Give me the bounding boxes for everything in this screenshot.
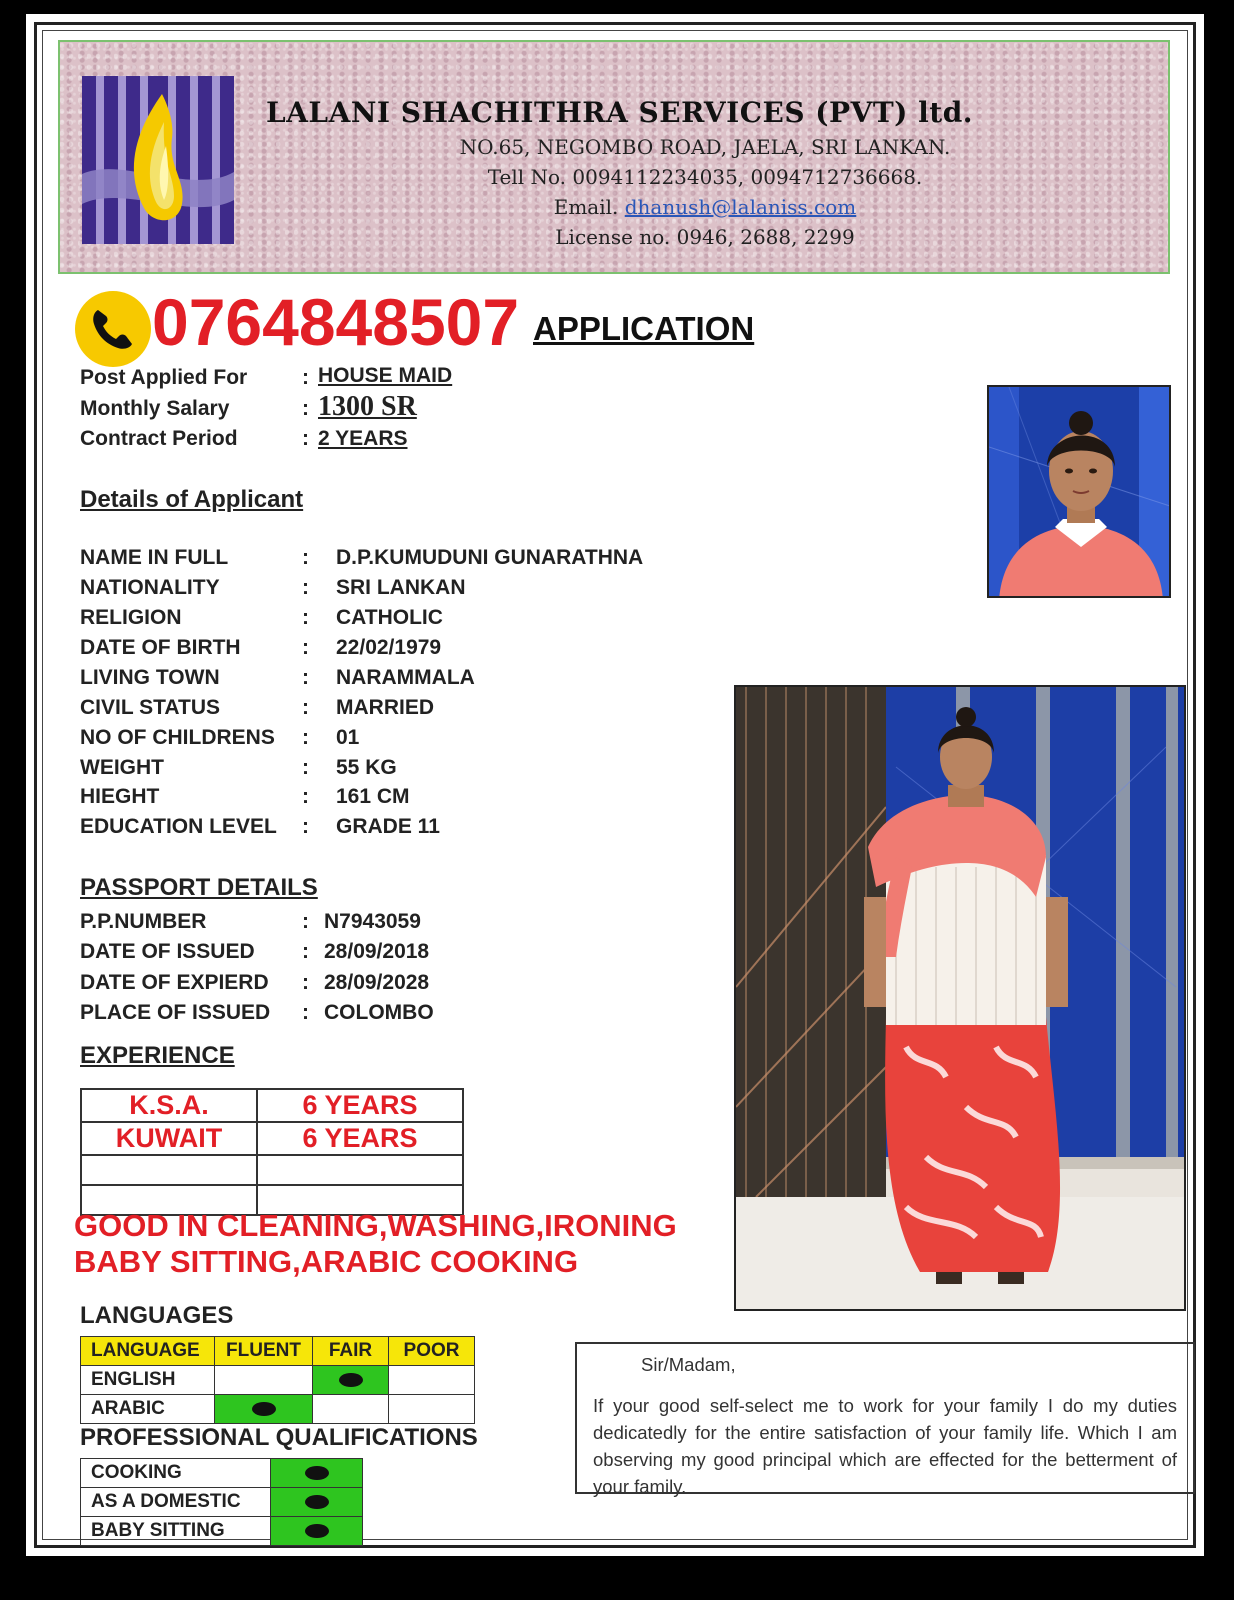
- table-row: [81, 1155, 463, 1185]
- table-row: [81, 1395, 475, 1424]
- contract-period-value: 2 YEARS: [318, 427, 408, 450]
- detail-value: 22/02/1979: [336, 636, 442, 659]
- language-name: ARABIC: [81, 1395, 215, 1424]
- company-license: License no. 0946, 2688, 2299: [555, 225, 855, 249]
- post-applied-label: Post Applied For: [80, 366, 248, 389]
- colon: :: [302, 785, 309, 808]
- passport-value: COLOMBO: [324, 1001, 434, 1024]
- table-row: [81, 1517, 363, 1546]
- colon: :: [302, 756, 309, 779]
- passport-heading: PASSPORT DETAILS: [80, 874, 318, 901]
- marked-dot-icon: [252, 1402, 276, 1416]
- detail-value: CATHOLIC: [336, 606, 443, 629]
- applicant-portrait-photo: [987, 385, 1171, 598]
- qualification-marked: [271, 1517, 363, 1546]
- experience-years: 6 YEARS: [257, 1122, 463, 1155]
- passport-label: DATE OF EXPIERD: [80, 971, 269, 994]
- column-header: POOR: [389, 1337, 475, 1366]
- table-header-row: [81, 1337, 475, 1366]
- colon: :: [302, 427, 309, 450]
- colon: :: [302, 666, 309, 689]
- detail-label: NAME IN FULL: [80, 546, 229, 569]
- detail-row-nationality: [80, 576, 720, 606]
- colon: :: [302, 606, 309, 629]
- detail-label: HIEGHT: [80, 785, 160, 808]
- passport-row-issued: [80, 940, 720, 970]
- empty-cell: [257, 1155, 463, 1185]
- passport-value: N7943059: [324, 910, 421, 933]
- detail-value: SRI LANKAN: [336, 576, 466, 599]
- colon: :: [302, 366, 309, 389]
- language-table: [80, 1336, 475, 1424]
- letter-body: If your good self-select me to work for your family I do my duties dedicatedly for the entire satisfaction of your family life. Which I am observing my good principal which are effected for the betterment of your family.: [593, 1395, 1177, 1497]
- company-telephone: Tell No. 0094112234035, 0094712736668.: [487, 165, 923, 189]
- detail-label: CIVIL STATUS: [80, 696, 221, 719]
- email-link[interactable]: dhanush@lalaniss.com: [624, 195, 857, 219]
- detail-row-children: [80, 726, 720, 756]
- email-label: Email.: [553, 195, 619, 219]
- phone-number[interactable]: 0764848507: [152, 285, 520, 359]
- table-row: [81, 1089, 463, 1122]
- application-sheet: [26, 14, 1204, 1556]
- applicant-full-photo: [734, 685, 1186, 1311]
- contract-period-label: Contract Period: [80, 427, 238, 450]
- marked-dot-icon: [305, 1524, 329, 1538]
- detail-row-religion: [80, 606, 720, 636]
- company-logo-icon: [82, 76, 234, 244]
- fluent-cell-marked: [215, 1395, 313, 1424]
- fair-cell: [313, 1395, 389, 1424]
- full-body-image: [736, 687, 1186, 1311]
- detail-value: GRADE 11: [336, 815, 440, 838]
- colon: :: [302, 696, 309, 719]
- colon: :: [302, 397, 309, 420]
- detail-value: NARAMMALA: [336, 666, 475, 689]
- experience-table: [80, 1088, 464, 1216]
- table-row: [81, 1488, 363, 1517]
- poor-cell: [389, 1366, 475, 1395]
- passport-row-number: [80, 910, 720, 940]
- passport-label: DATE OF ISSUED: [80, 940, 255, 963]
- language-name: ENGLISH: [81, 1366, 215, 1395]
- table-row: [81, 1459, 363, 1488]
- colon: :: [302, 726, 309, 749]
- skills-line: BABY SITTING,ARABIC COOKING: [74, 1244, 579, 1279]
- colon: :: [302, 815, 309, 838]
- experience-country: KUWAIT: [81, 1122, 257, 1155]
- passport-row-place: [80, 1001, 720, 1031]
- phone-icon: [74, 290, 152, 368]
- qualification-marked: [271, 1488, 363, 1517]
- qualification-name: AS A DOMESTIC: [81, 1488, 271, 1517]
- colon: :: [302, 971, 309, 994]
- qualifications-table: [80, 1458, 363, 1546]
- colon: :: [302, 636, 309, 659]
- detail-row-civil-status: [80, 696, 720, 726]
- languages-heading: LANGUAGES: [80, 1302, 234, 1329]
- detail-row-weight: [80, 756, 720, 786]
- qualifications-heading: PROFESSIONAL QUALIFICATIONS: [80, 1424, 478, 1451]
- details-heading: Details of Applicant: [80, 486, 304, 513]
- marked-dot-icon: [305, 1466, 329, 1480]
- company-info: [250, 96, 1160, 249]
- column-header: FAIR: [313, 1337, 389, 1366]
- marked-dot-icon: [339, 1373, 363, 1387]
- company-header: [58, 40, 1170, 274]
- colon: :: [302, 1001, 309, 1024]
- detail-label: DATE OF BIRTH: [80, 636, 241, 659]
- company-name: LALANI SHACHITHRA SERVICES (PVT) ltd.: [266, 96, 974, 129]
- detail-label: WEIGHT: [80, 756, 164, 779]
- letter-salutation: Sir/Madam,: [641, 1354, 736, 1375]
- detail-label: EDUCATION LEVEL: [80, 815, 277, 838]
- colon: :: [302, 940, 309, 963]
- passport-value: 28/09/2018: [324, 940, 430, 963]
- colon: :: [302, 576, 309, 599]
- company-address: NO.65, NEGOMBO ROAD, JAELA, SRI LANKAN.: [459, 135, 951, 159]
- detail-label: NATIONALITY: [80, 576, 220, 599]
- passport-value: 28/09/2028: [324, 971, 430, 994]
- detail-value: 01: [336, 726, 360, 749]
- detail-row-name: [80, 546, 720, 576]
- portrait-image: [989, 387, 1171, 598]
- detail-value: D.P.KUMUDUNI GUNARATHNA: [336, 546, 644, 569]
- passport-label: PLACE OF ISSUED: [80, 1001, 271, 1024]
- poor-cell: [389, 1395, 475, 1424]
- passport-label: P.P.NUMBER: [80, 910, 207, 933]
- detail-label: NO OF CHILDRENS: [80, 726, 275, 749]
- passport-row-expired: [80, 971, 720, 1001]
- qualification-name: COOKING: [81, 1459, 271, 1488]
- table-row: [81, 1122, 463, 1155]
- fluent-cell: [215, 1366, 313, 1395]
- detail-label: RELIGION: [80, 606, 182, 629]
- detail-value: 55 KG: [336, 756, 397, 779]
- skills-line: GOOD IN CLEANING,WASHING,IRONING: [74, 1208, 677, 1243]
- qualification-marked: [271, 1459, 363, 1488]
- qualification-name: BABY SITTING: [81, 1517, 271, 1546]
- column-header: FLUENT: [215, 1337, 313, 1366]
- skills-summary: [74, 1208, 677, 1280]
- detail-row-education: [80, 815, 720, 845]
- company-email-line: [250, 195, 1160, 219]
- detail-row-living-town: [80, 666, 720, 696]
- column-header: LANGUAGE: [81, 1337, 215, 1366]
- colon: :: [302, 546, 309, 569]
- marked-dot-icon: [305, 1495, 329, 1509]
- detail-value: 161 CM: [336, 785, 410, 808]
- detail-row-height: [80, 785, 720, 815]
- monthly-salary-value: 1300 SR: [318, 391, 417, 422]
- cover-letter: [575, 1342, 1195, 1497]
- detail-row-date-of-birth: [80, 636, 720, 666]
- table-row: [81, 1366, 475, 1395]
- experience-heading: EXPERIENCE: [80, 1042, 235, 1069]
- monthly-salary-label: Monthly Salary: [80, 397, 230, 420]
- experience-country: K.S.A.: [81, 1089, 257, 1122]
- detail-value: MARRIED: [336, 696, 434, 719]
- experience-years: 6 YEARS: [257, 1089, 463, 1122]
- post-applied-value: HOUSE MAID: [318, 364, 453, 387]
- colon: :: [302, 910, 309, 933]
- page-title: APPLICATION: [533, 310, 755, 347]
- empty-cell: [81, 1155, 257, 1185]
- fair-cell-marked: [313, 1366, 389, 1395]
- detail-label: LIVING TOWN: [80, 666, 220, 689]
